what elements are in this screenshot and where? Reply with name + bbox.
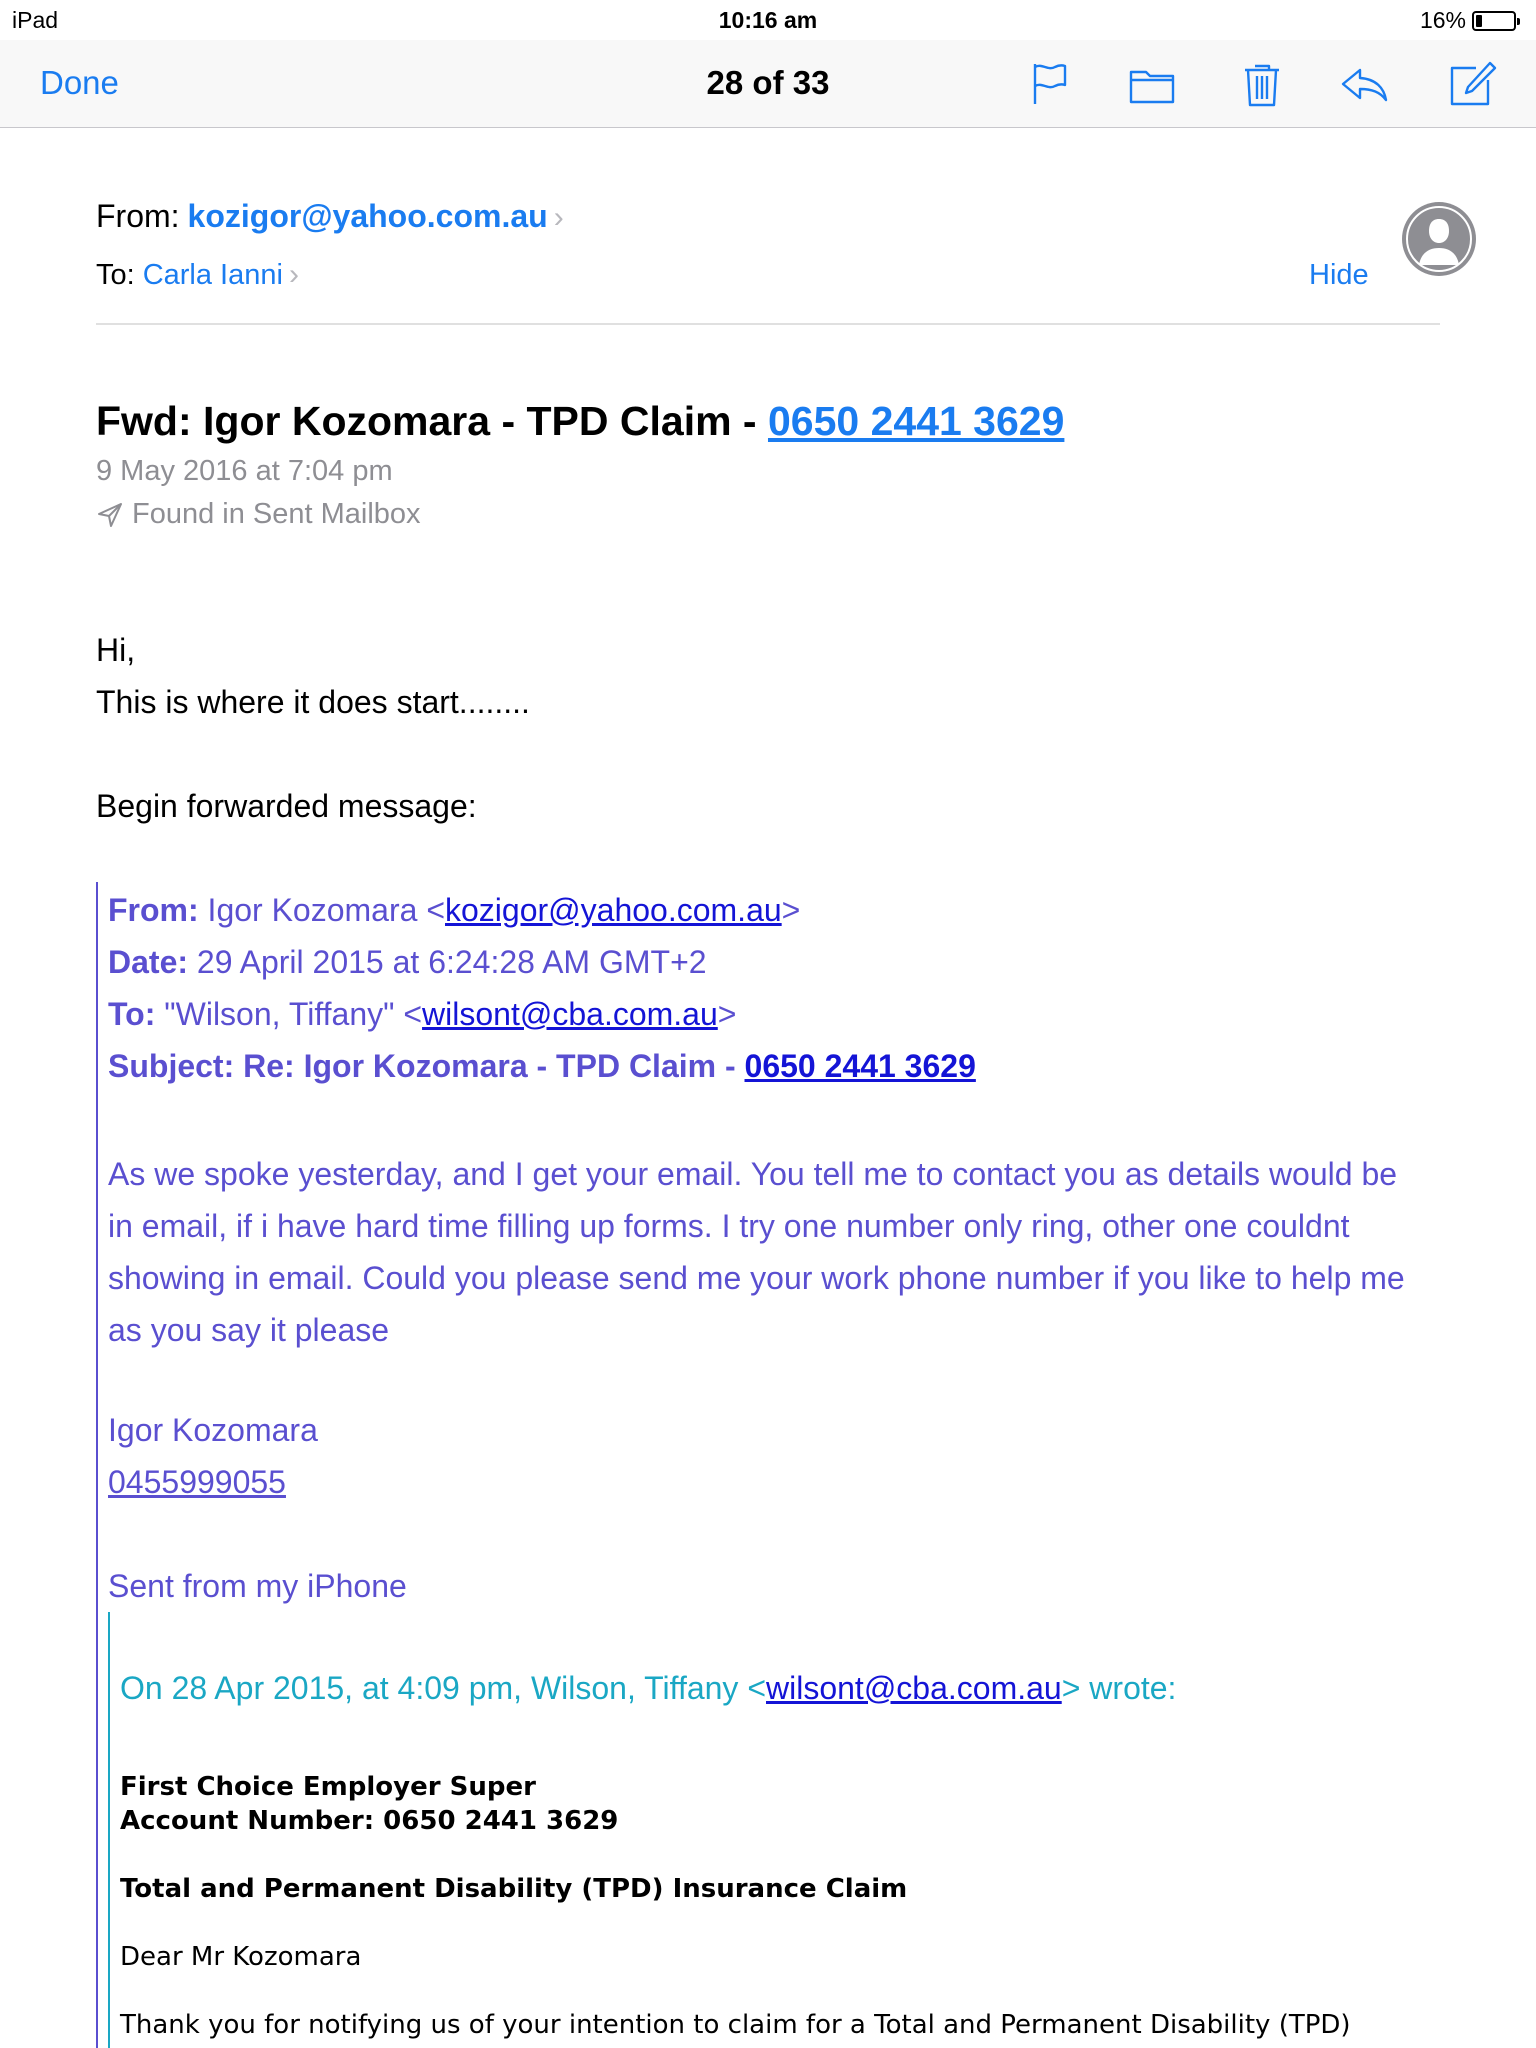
compose-icon[interactable] [1446, 58, 1498, 110]
message-date: 9 May 2016 at 7:04 pm [96, 455, 393, 487]
message-subject [96, 398, 1064, 445]
hide-details-button[interactable]: Hide [1309, 259, 1369, 291]
sent-from: Sent from my iPhone [108, 1568, 407, 1604]
fwd-from-close: > [781, 892, 801, 928]
signature-phone-link[interactable]: 0455999055 [108, 1464, 286, 1500]
signature-name: Igor Kozomara [108, 1412, 318, 1448]
flag-icon[interactable] [1024, 58, 1076, 110]
message-counter: 28 of 33 [706, 64, 830, 101]
clock: 10:16 am [718, 7, 818, 33]
wrote-email-link[interactable]: wilsont@cba.com.au [766, 1670, 1062, 1706]
battery-percent: 16% [1419, 7, 1466, 33]
greeting: Hi, [96, 632, 136, 668]
subject-text: Fwd: Igor Kozomara - TPD Claim - [96, 398, 768, 444]
body-line: This is where it does start........ [96, 684, 530, 720]
to-recipient[interactable]: Carla Ianni [142, 259, 283, 291]
chevron-right-icon: › [288, 258, 299, 291]
paper-plane-icon [96, 501, 124, 529]
fwd-to-name: "Wilson, Tiffany" < [164, 996, 423, 1032]
to-row [96, 258, 299, 292]
fwd-subject-row [108, 1048, 976, 1085]
chevron-right-icon: › [553, 201, 564, 234]
trash-icon[interactable] [1236, 58, 1288, 110]
device-name: iPad [12, 7, 59, 33]
header-divider [96, 323, 1440, 325]
person-icon [1402, 202, 1476, 276]
fwd-date-value: 29 April 2015 at 6:24:28 AM GMT+2 [196, 944, 707, 980]
from-label: From: [96, 198, 180, 234]
folder-icon[interactable] [1126, 58, 1178, 110]
nested-line-1: First Choice Employer Super [120, 1772, 536, 1802]
forward-intro: Begin forwarded message: [96, 788, 477, 824]
status-bar [0, 0, 1536, 40]
mailbox-note[interactable] [96, 498, 421, 531]
mailbox-note-text: Found in Sent Mailbox [132, 498, 421, 530]
to-label: To: [96, 259, 135, 291]
nested-text: Thank you for notifying us of your intention to claim for a Total and Permanent Disability (TPD) [120, 2010, 1351, 2040]
nested-salutation: Dear Mr Kozomara [120, 1942, 362, 1972]
battery-status [1420, 7, 1516, 34]
fwd-from-label: From: [108, 892, 199, 928]
fwd-date-label: Date: [108, 944, 189, 980]
nested-quote-bar [108, 1612, 110, 2048]
quote-bar [96, 882, 98, 2048]
fwd-to-label: To: [108, 996, 156, 1032]
done-button[interactable]: Done [40, 64, 119, 101]
fwd-from-email-link[interactable]: kozigor@yahoo.com.au [445, 892, 782, 928]
nested-line-2: Account Number: 0650 2441 3629 [120, 1806, 619, 1836]
battery-icon [1472, 11, 1516, 31]
from-row [96, 198, 564, 235]
wrote-line [120, 1670, 1176, 1707]
fwd-to-row [108, 996, 736, 1033]
fwd-to-close: > [717, 996, 737, 1032]
fwd-date-row [108, 944, 707, 981]
fwd-from-name: Igor Kozomara < [207, 892, 445, 928]
wrote-prefix: On 28 Apr 2015, at 4:09 pm, Wilson, Tiffany < [120, 1670, 766, 1706]
nested-heading: Total and Permanent Disability (TPD) Insurance Claim [120, 1874, 908, 1904]
avatar[interactable] [1402, 202, 1476, 276]
fwd-from-row [108, 892, 800, 929]
from-address[interactable]: kozigor@yahoo.com.au [187, 198, 548, 234]
wrote-suffix: > wrote: [1061, 1670, 1177, 1706]
fwd-body: As we spoke yesterday, and I get your email. You tell me to contact you as details would be in email, if i have hard time filling up forms. I try one number only ring, other one couldnt showing in email. Could you please send me your work phone number if you like to help me as you say it please [108, 1156, 1405, 1348]
mail-toolbar [0, 40, 1536, 128]
fwd-subject-number-link[interactable]: 0650 2441 3629 [744, 1048, 976, 1084]
fwd-subject-label: Subject: Re: Igor Kozomara - TPD Claim - [108, 1048, 745, 1084]
reply-icon[interactable] [1338, 58, 1390, 110]
fwd-to-email-link[interactable]: wilsont@cba.com.au [422, 996, 718, 1032]
subject-number-link[interactable]: 0650 2441 3629 [767, 398, 1065, 444]
